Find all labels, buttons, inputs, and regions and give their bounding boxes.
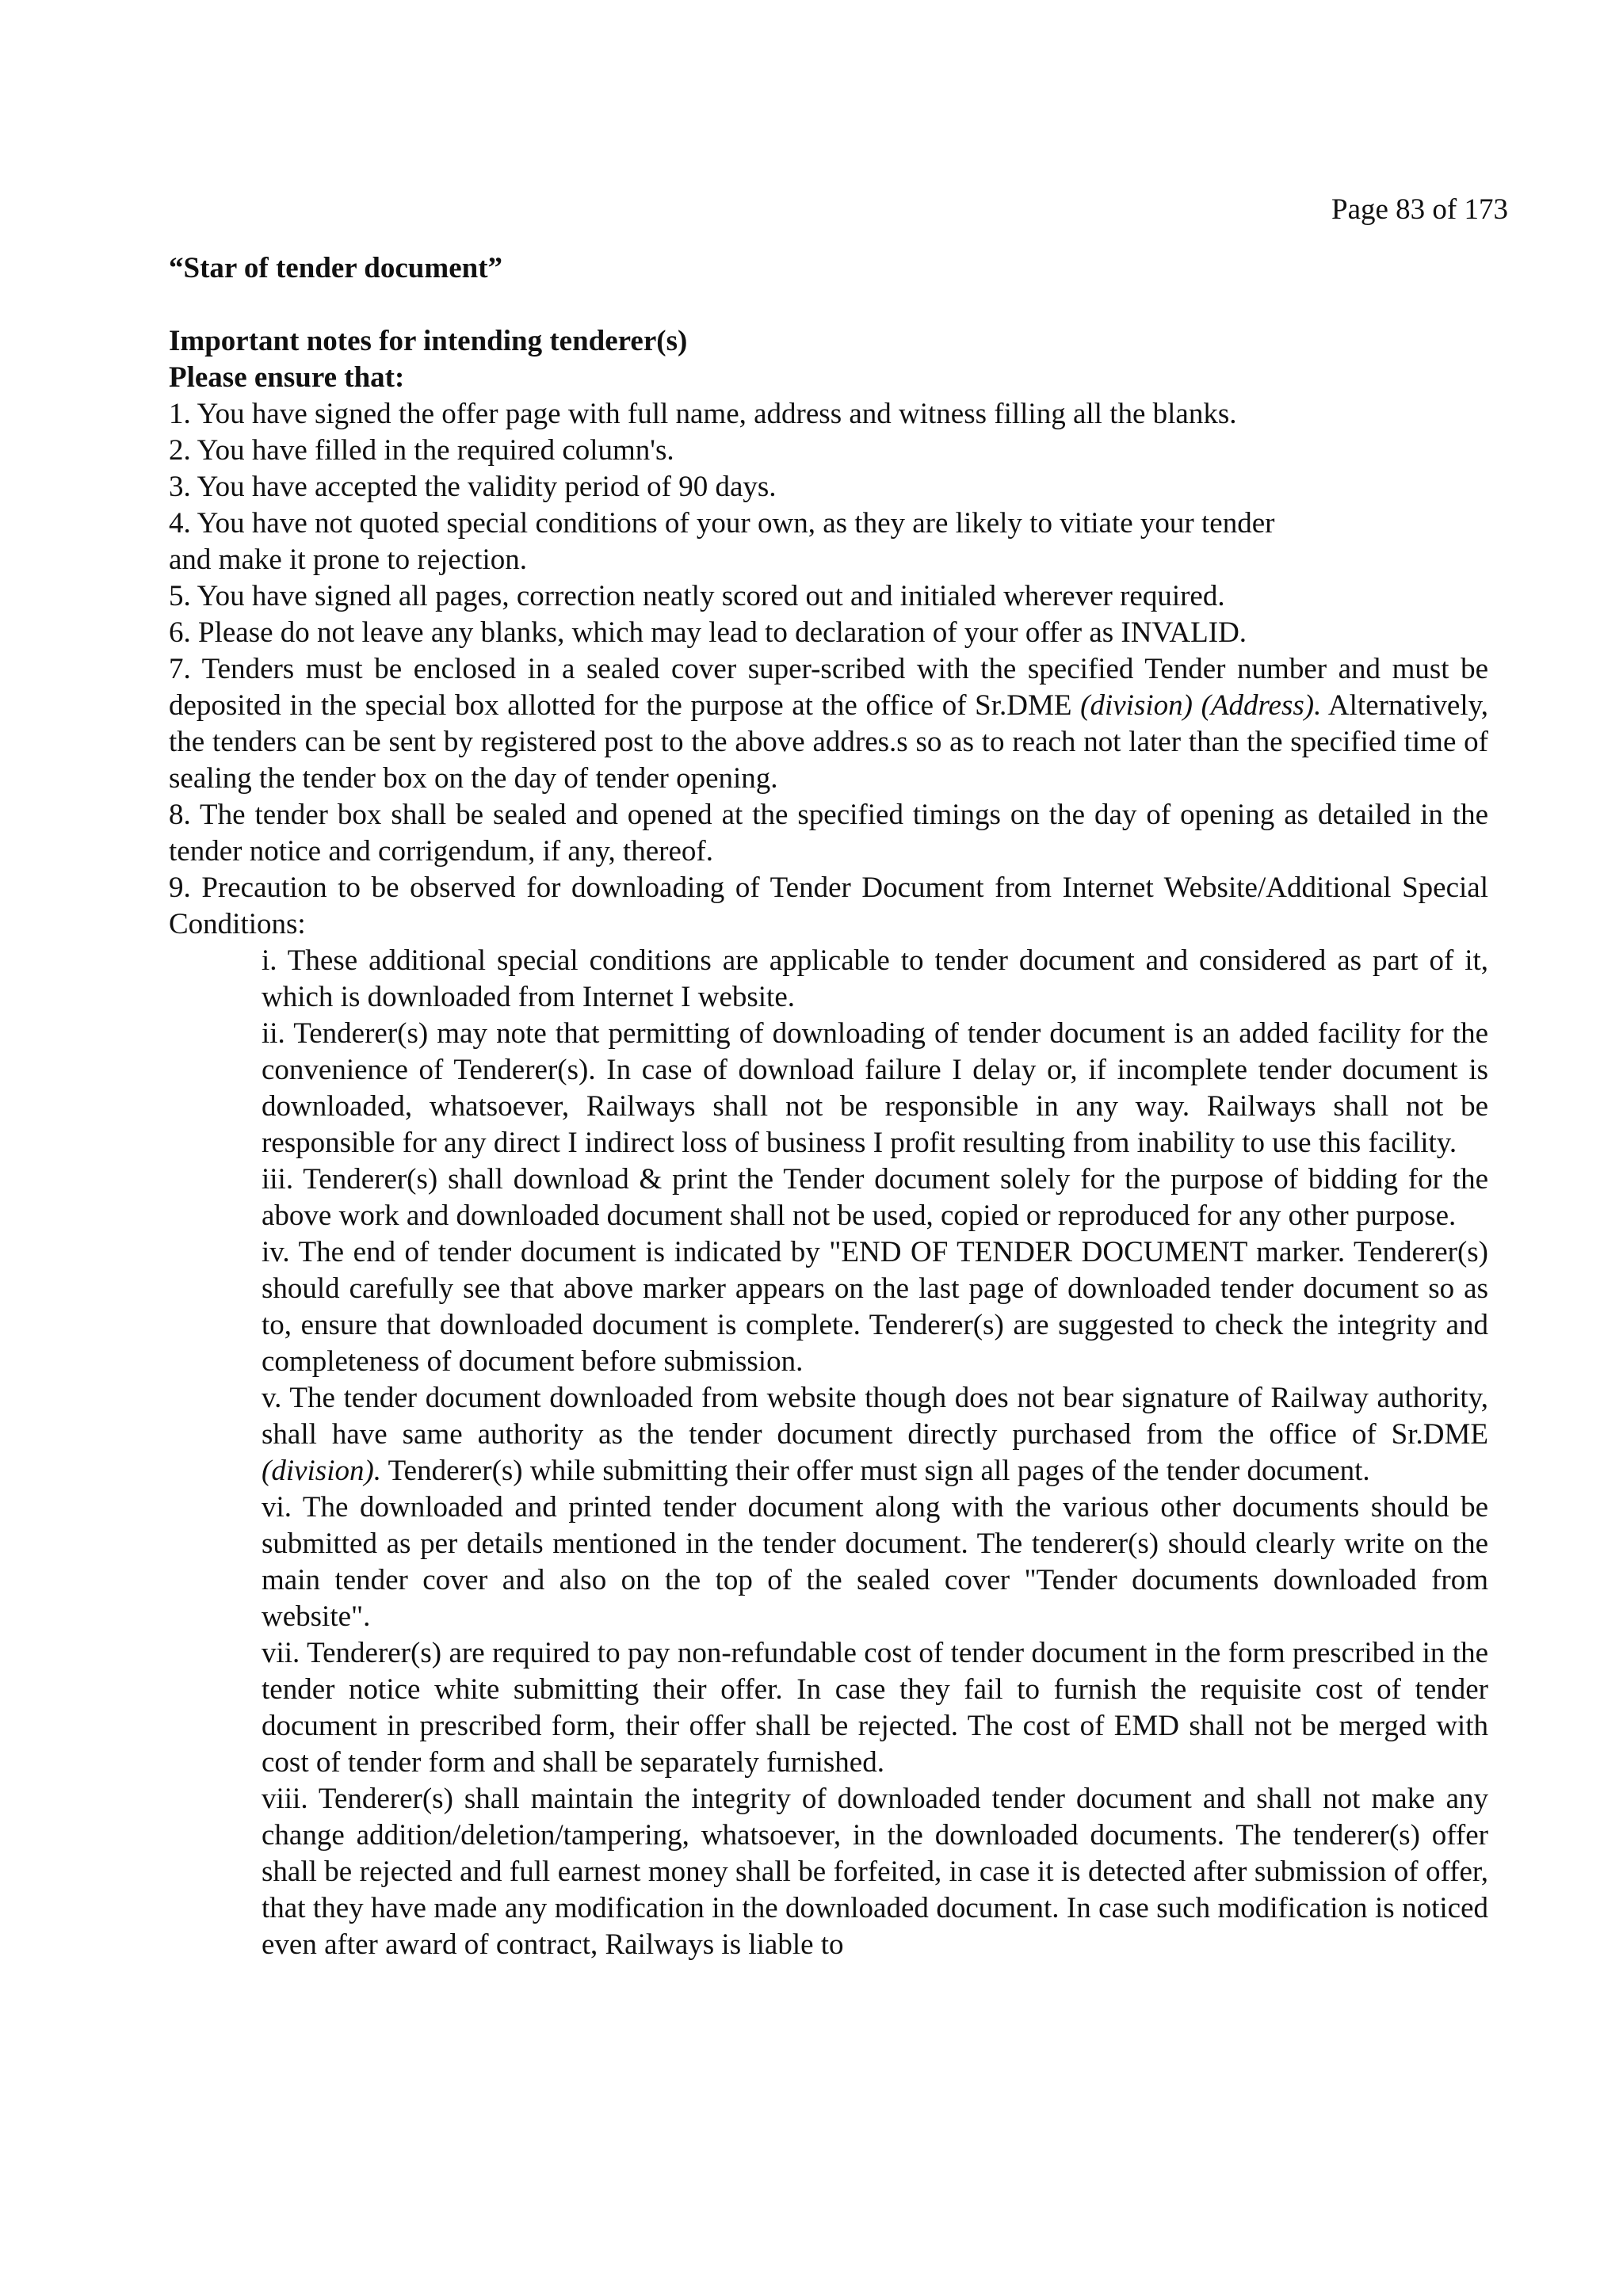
document-title: “Star of tender document” [169, 252, 503, 284]
item-7-text-start: 7. Tenders must be enclosed in a sealed cover super-scribed with the specified Tender number and must be deposited in the special box allotted for the purpose at the office of Sr.DME [169, 653, 1488, 722]
checklist-item-3: 3. You have accepted the validity period of 90 days. [169, 471, 777, 503]
subitem-v-text-start: v. The tender document downloaded from website though does not bear signature of Railway authority, shall have same authority as the tender document directly purchased from the office of Sr.DME [262, 1382, 1488, 1451]
subitem-v-text-end: Tenderer(s) while submitting their offer must sign all pages of the tender document. [381, 1455, 1370, 1487]
item-7-text-end: Alternatively, the tenders can be sent by registered post to the above addres.s so as to reach not later than the specified time of sealing the tender box on the day of tender opening. [169, 689, 1488, 795]
item-7-italic-text: (division) (Address). [1080, 689, 1322, 722]
checklist-item-7 [169, 651, 1488, 797]
notes-heading: Important notes for intending tenderer(s) [169, 325, 688, 357]
subitem-ii: ii. Tenderer(s) may note that permitting of downloading of tender document is an added facility for the convenience of Tenderer(s). In case of download failure I delay or, if incomplete tender document is downloaded, whatsoever, Railways shall not be responsible in any way. Railways shall not be responsible for any direct I indirect loss of business I profit resulting from inability to use this facility. [262, 1017, 1488, 1159]
document-body [169, 250, 1488, 1963]
subitem-i: i. These additional special conditions are applicable to tender document and considered as part of it, which is downloaded from Internet I website. [262, 944, 1488, 1013]
checklist-item-5: 5. You have signed all pages, correction neatly scored out and initialed wherever required. [169, 580, 1225, 612]
page-number: Page 83 of 173 [1331, 193, 1508, 226]
subitem-v-italic-text: (division). [262, 1455, 382, 1487]
subitem-vi: vi. The downloaded and printed tender document along with the various other documents should be submitted as per details mentioned in the tender document. The tenderer(s) should clearly write on the main tender cover and also on the top of the sealed cover "Tender documents downloaded from website". [262, 1491, 1488, 1633]
checklist-item-8: 8. The tender box shall be sealed and opened at the specified timings on the day of opening as detailed in the tender notice and corrigendum, if any, thereof. [169, 799, 1488, 868]
subitem-vii: vii. Tenderer(s) are required to pay non-refundable cost of tender document in the form prescribed in the tender notice white submitting their offer. In case they fail to furnish the requisite cost of tender document in prescribed form, their offer shall be rejected. The cost of EMD shall not be merged with cost of tender form and shall be separately furnished. [262, 1637, 1488, 1779]
checklist-item-9: 9. Precaution to be observed for downloading of Tender Document from Internet Website/Additional Special Conditions: [169, 871, 1488, 940]
checklist-item-6: 6. Please do not leave any blanks, which may lead to declaration of your offer as INVALID. [169, 616, 1247, 649]
ensure-heading: Please ensure that: [169, 361, 405, 394]
subitem-viii: viii. Tenderer(s) shall maintain the integrity of downloaded tender document and shall not make any change addition/deletion/tampering, whatsoever, in the downloaded documents. The tenderer(s) offer shall be rejected and full earnest money shall be forfeited, in case it is detected after submission of offer, that they have made any modification in the downloaded document. In case such modification is noticed even after award of contract, Railways is liable to [262, 1783, 1488, 1961]
subitem-iii: iii. Tenderer(s) shall download & print the Tender document solely for the purpose of bidding for the above work and downloaded document shall not be used, copied or reproduced for any other purpose. [262, 1163, 1488, 1232]
subitem-iv: iv. The end of tender document is indicated by "END OF TENDER DOCUMENT marker. Tenderer(s) should carefully see that above marker appears on the last page of downloaded tender document so as to, ensure that downloaded document is complete. Tenderer(s) are suggested to check the integrity and completeness of document before submission. [262, 1236, 1488, 1378]
subitem-v [262, 1380, 1488, 1489]
checklist-item-2: 2. You have filled in the required column's. [169, 434, 674, 467]
checklist-item-4: 4. You have not quoted special conditions of your own, as they are likely to vitiate your tender and make it prone to rejection. [169, 507, 1275, 576]
checklist-item-1: 1. You have signed the offer page with full name, address and witness filling all the blanks. [169, 398, 1237, 430]
precaution-subitems [262, 943, 1488, 1963]
